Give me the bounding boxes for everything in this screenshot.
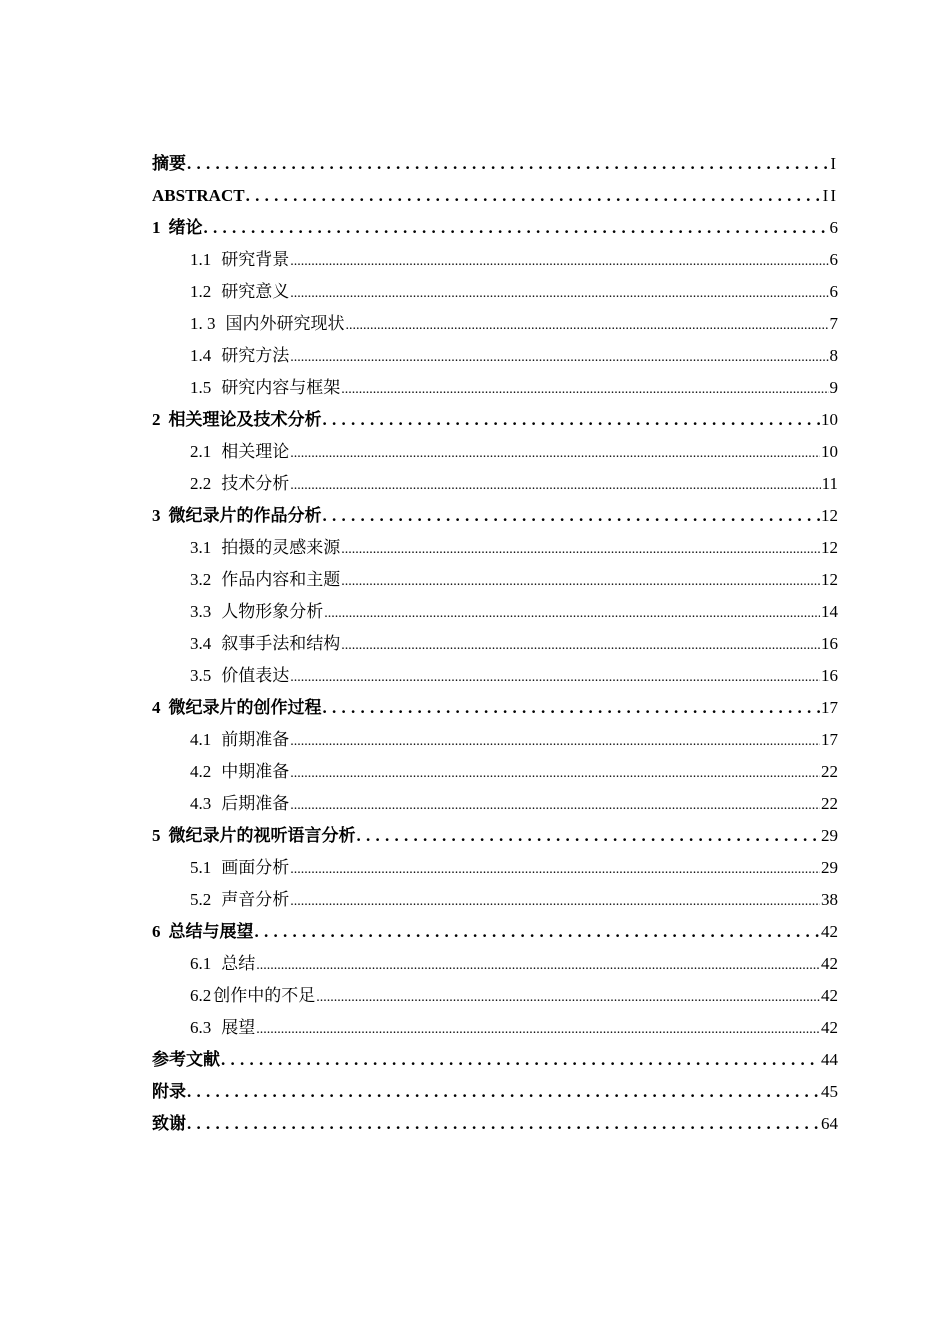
toc-entry-title: 致谢 <box>152 1114 186 1133</box>
toc-entry-title: 研究方法 <box>221 346 290 365</box>
toc-subentry[interactable] <box>152 340 838 372</box>
toc-entry-number: 3.4 <box>190 634 212 653</box>
toc-entry-title: 总结 <box>221 954 256 973</box>
toc-subentry[interactable] <box>152 564 838 596</box>
toc-dot-leader <box>341 566 820 598</box>
toc-subentry[interactable] <box>152 596 838 628</box>
toc-entry-page: 42 <box>821 986 838 1005</box>
table-of-contents <box>152 148 838 1140</box>
toc-subentry[interactable] <box>152 468 838 500</box>
toc-subentry[interactable] <box>152 372 838 404</box>
toc-entry-number: 1.2 <box>190 282 212 301</box>
toc-entry[interactable] <box>152 1044 838 1076</box>
toc-subentry[interactable] <box>152 276 838 308</box>
toc-entry-page: 17 <box>821 698 838 717</box>
toc-subentry[interactable] <box>152 244 838 276</box>
toc-entry-number: 5 <box>152 826 161 845</box>
toc-entry-title: 微纪录片的作品分析 <box>168 506 322 525</box>
toc-dot-leader <box>323 404 821 436</box>
toc-entry-title: 人物形象分析 <box>221 602 324 621</box>
toc-dot-leader <box>221 1044 820 1076</box>
toc-dot-leader <box>290 758 820 790</box>
toc-dot-leader <box>290 790 820 822</box>
toc-entry-page: 10 <box>821 410 838 429</box>
toc-dot-leader <box>187 1108 820 1140</box>
toc-entry-page: 17 <box>821 730 838 749</box>
toc-entry-number: 4 <box>152 698 161 717</box>
toc-dot-leader <box>324 598 820 630</box>
toc-entry-page: 45 <box>821 1082 838 1101</box>
toc-entry-page: 42 <box>821 954 838 973</box>
toc-dot-leader <box>316 982 820 1014</box>
toc-entry-page: II <box>822 186 838 205</box>
toc-entry-number: 4.1 <box>190 730 212 749</box>
toc-entry-number: 6.1 <box>190 954 212 973</box>
toc-entry-page: 12 <box>821 570 838 589</box>
toc-entry-page: 42 <box>821 922 838 941</box>
toc-entry-title: 研究意义 <box>221 282 290 301</box>
toc-entry-number: 6 <box>152 922 161 941</box>
toc-subentry[interactable] <box>152 628 838 660</box>
toc-subentry[interactable] <box>152 948 838 980</box>
toc-entry-number: 4.3 <box>190 794 212 813</box>
toc-entry[interactable] <box>152 212 838 244</box>
toc-entry-page: 42 <box>821 1018 838 1037</box>
toc-entry-title: 前期准备 <box>221 730 290 749</box>
toc-subentry[interactable] <box>152 788 838 820</box>
toc-entry-number: 3.5 <box>190 666 212 685</box>
toc-entry-title: 绪论 <box>168 218 203 237</box>
toc-entry-page: 44 <box>821 1050 838 1069</box>
toc-entry-page: 16 <box>821 634 838 653</box>
toc-dot-leader <box>187 148 829 180</box>
toc-subentry[interactable] <box>152 724 838 756</box>
toc-subentry[interactable] <box>152 308 838 340</box>
toc-dot-leader <box>204 212 829 244</box>
toc-entry-number: 5.2 <box>190 890 212 909</box>
toc-entry-title: 叙事手法和结构 <box>221 634 341 653</box>
toc-dot-leader <box>256 950 820 982</box>
toc-dot-leader <box>290 246 828 278</box>
toc-entry-title: 相关理论及技术分析 <box>168 410 322 429</box>
toc-entry[interactable] <box>152 916 838 948</box>
toc-entry-page: 16 <box>821 666 838 685</box>
toc-entry-title: 相关理论 <box>221 442 290 461</box>
toc-dot-leader <box>256 1014 820 1046</box>
toc-entry-title: 附录 <box>152 1082 186 1101</box>
toc-entry-title: 总结与展望 <box>168 922 254 941</box>
toc-entry-number: 3 <box>152 506 161 525</box>
toc-dot-leader <box>346 310 829 342</box>
toc-entry-title: 中期准备 <box>221 762 290 781</box>
toc-entry-page: 29 <box>821 858 838 877</box>
toc-entry-title: 价值表达 <box>221 666 290 685</box>
toc-entry-number: 2.2 <box>190 474 212 493</box>
toc-dot-leader <box>255 916 821 948</box>
toc-entry-page: 12 <box>821 538 838 557</box>
toc-dot-leader <box>323 500 821 532</box>
toc-entry-page: 64 <box>821 1114 838 1133</box>
toc-entry-page: 9 <box>829 378 838 397</box>
toc-entry-title: 研究背景 <box>221 250 290 269</box>
toc-entry-number: 2 <box>152 410 161 429</box>
toc-entry[interactable] <box>152 148 838 180</box>
toc-entry-page: 6 <box>829 218 838 237</box>
toc-entry-title: 技术分析 <box>221 474 290 493</box>
toc-entry-title: 后期准备 <box>221 794 290 813</box>
toc-entry-page: 11 <box>821 474 838 493</box>
toc-entry-page: 22 <box>821 762 838 781</box>
toc-subentry[interactable] <box>152 852 838 884</box>
toc-entry[interactable] <box>152 404 838 436</box>
toc-entry[interactable] <box>152 1076 838 1108</box>
toc-entry-title: 创作中的不足 <box>213 986 316 1005</box>
toc-dot-leader <box>290 438 820 470</box>
toc-subentry[interactable] <box>152 532 838 564</box>
toc-entry-number: 6.2 <box>190 986 212 1005</box>
toc-dot-leader <box>323 692 821 724</box>
toc-entry-page: 12 <box>821 506 838 525</box>
toc-entry-title: 研究内容与框架 <box>221 378 341 397</box>
toc-entry-page: 29 <box>821 826 838 845</box>
toc-entry-page: 7 <box>829 314 838 333</box>
toc-dot-leader <box>246 180 822 212</box>
toc-dot-leader <box>290 342 828 374</box>
toc-dot-leader <box>290 662 820 694</box>
toc-dot-leader <box>290 278 828 310</box>
toc-dot-leader <box>290 886 820 918</box>
toc-entry-page: 38 <box>821 890 838 909</box>
toc-entry-number: 3.1 <box>190 538 212 557</box>
toc-entry-title: 拍摄的灵感来源 <box>221 538 341 557</box>
toc-entry-page: I <box>830 154 838 173</box>
toc-entry-number: 3.2 <box>190 570 212 589</box>
toc-entry-title: 微纪录片的创作过程 <box>168 698 322 717</box>
toc-entry-number: 3.3 <box>190 602 212 621</box>
toc-entry-number: 2.1 <box>190 442 212 461</box>
toc-entry-page: 10 <box>821 442 838 461</box>
toc-entry-number: 1.1 <box>190 250 212 269</box>
toc-subentry[interactable] <box>152 884 838 916</box>
toc-entry[interactable] <box>152 1108 838 1140</box>
toc-entry-title: 画面分析 <box>221 858 290 877</box>
toc-entry-number: 1 <box>152 218 161 237</box>
toc-entry[interactable] <box>152 820 838 852</box>
toc-entry-number: 1. 3 <box>190 314 216 333</box>
toc-entry[interactable] <box>152 692 838 724</box>
toc-entry-title: 声音分析 <box>221 890 290 909</box>
toc-entry-number: 6.3 <box>190 1018 212 1037</box>
toc-dot-leader <box>341 534 820 566</box>
toc-dot-leader <box>341 630 820 662</box>
toc-entry[interactable] <box>152 500 838 532</box>
toc-entry-number: 1.5 <box>190 378 212 397</box>
toc-entry-title: 摘要 <box>152 154 186 173</box>
toc-entry-title: 作品内容和主题 <box>221 570 341 589</box>
toc-subentry[interactable] <box>152 436 838 468</box>
toc-entry-page: 22 <box>821 794 838 813</box>
toc-entry-page: 8 <box>829 346 838 365</box>
toc-dot-leader <box>341 374 828 406</box>
toc-entry-title: 参考文献 <box>152 1050 220 1069</box>
toc-subentry[interactable] <box>152 980 838 1012</box>
toc-entry-number: 4.2 <box>190 762 212 781</box>
toc-dot-leader <box>290 470 820 502</box>
toc-entry-page: 14 <box>821 602 838 621</box>
toc-entry-page: 6 <box>829 250 838 269</box>
toc-entry-number: 5.1 <box>190 858 212 877</box>
toc-entry-title: 微纪录片的视听语言分析 <box>168 826 356 845</box>
toc-entry-title: 展望 <box>221 1018 256 1037</box>
toc-entry-number: 1.4 <box>190 346 212 365</box>
toc-subentry[interactable] <box>152 1012 838 1044</box>
toc-subentry[interactable] <box>152 756 838 788</box>
toc-entry-page: 6 <box>829 282 838 301</box>
toc-dot-leader <box>290 726 820 758</box>
toc-entry[interactable] <box>152 180 838 212</box>
toc-dot-leader <box>187 1076 820 1108</box>
toc-entry-title: ABSTRACT <box>152 186 245 205</box>
toc-subentry[interactable] <box>152 660 838 692</box>
toc-dot-leader <box>357 820 821 852</box>
toc-entry-title: 国内外研究现状 <box>225 314 345 333</box>
toc-dot-leader <box>290 854 820 886</box>
